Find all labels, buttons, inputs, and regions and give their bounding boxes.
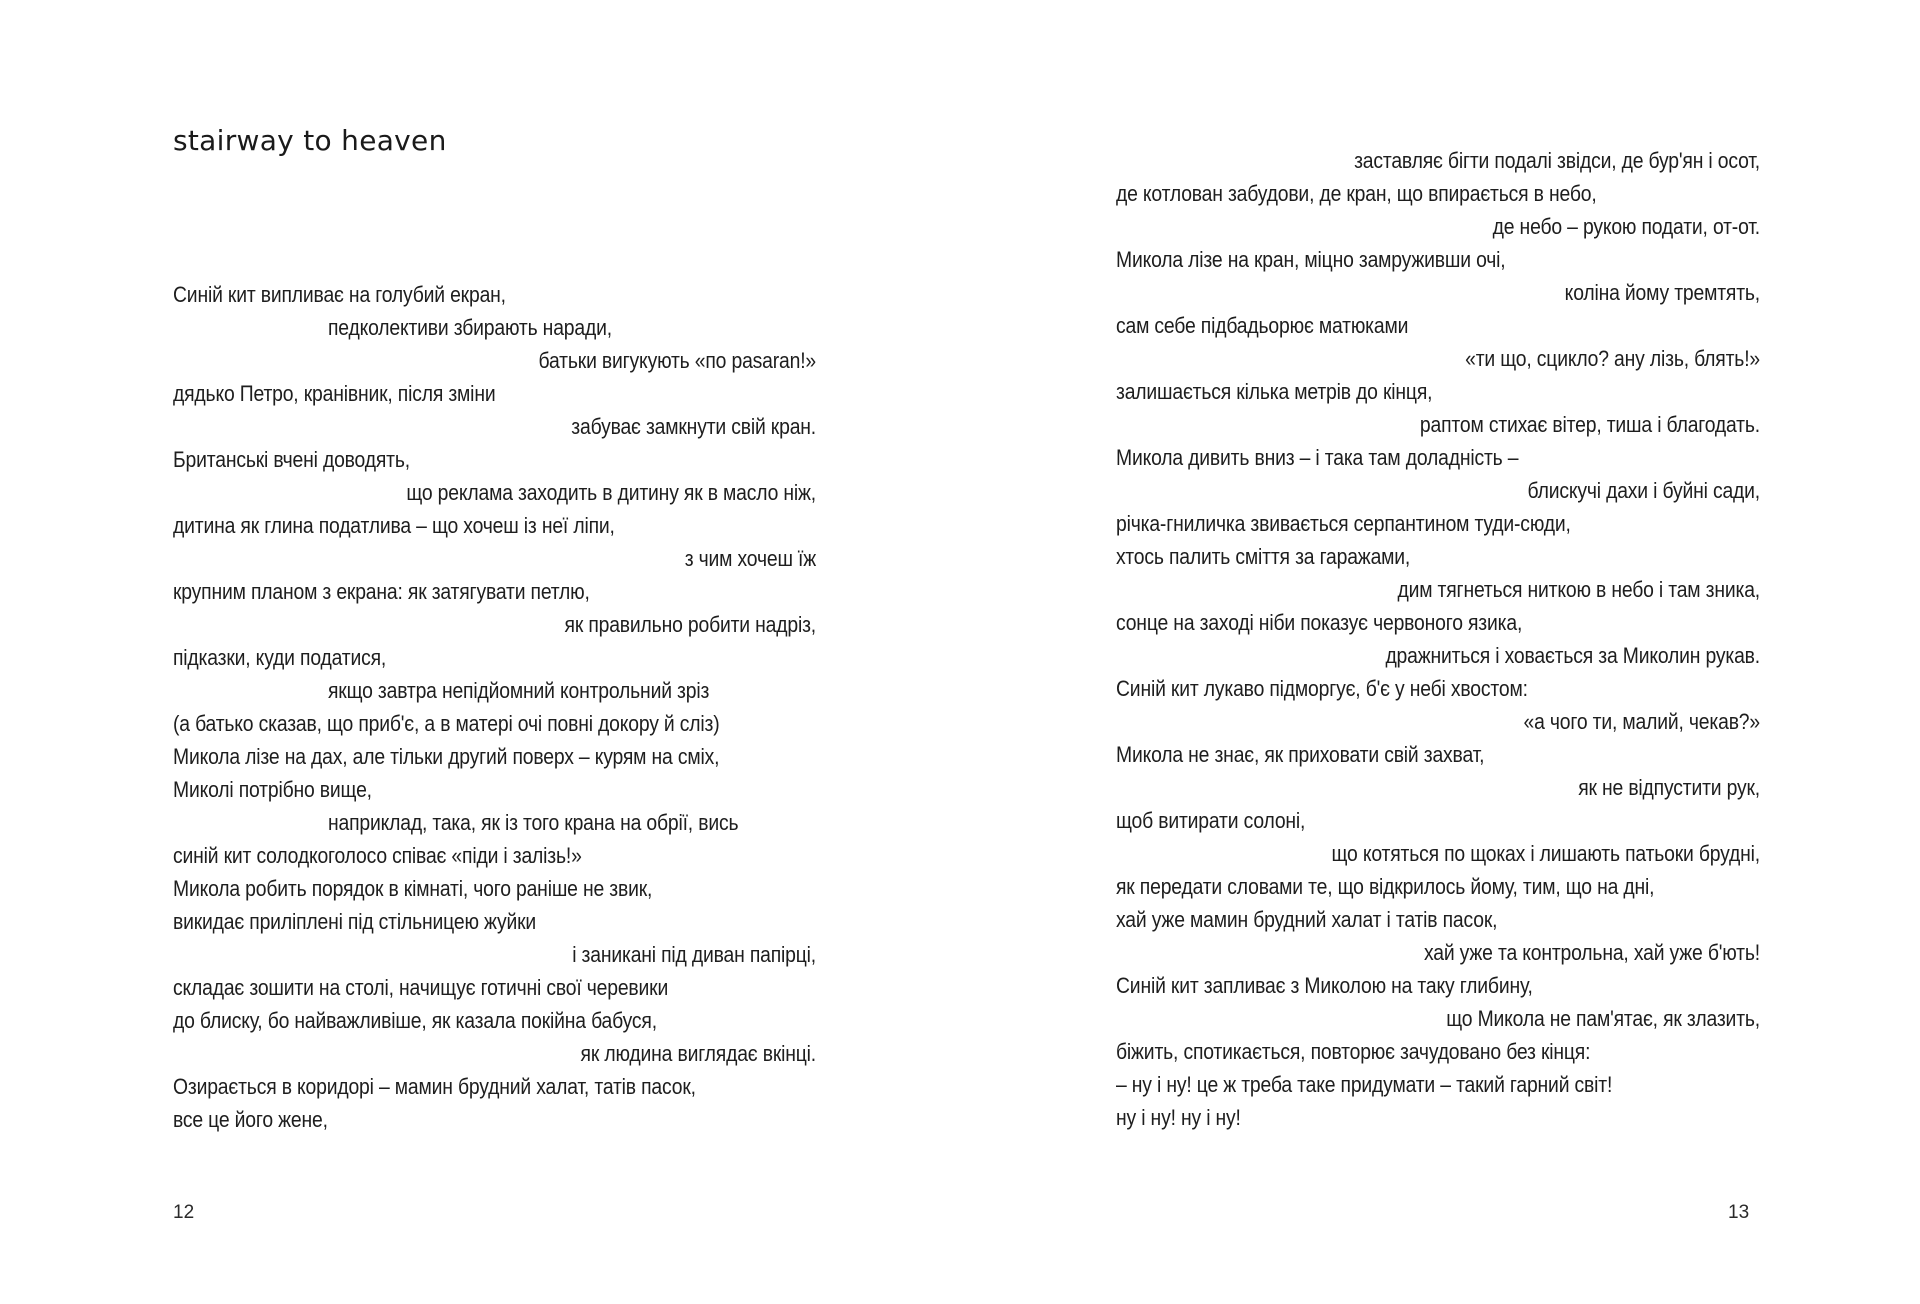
poem-line: Микола лізе на кран, міцно замруживши очі,	[1116, 247, 1506, 272]
page-number-left: 12	[173, 1202, 195, 1223]
poem-line: як не відпустити рук,	[1578, 775, 1760, 800]
poem-line: з чим хочеш їж	[684, 546, 816, 571]
poem-line: дим тягнеться ниткою в небо і там зника,	[1397, 577, 1760, 602]
poem-line: «ти що, сцикло? ану лізь, блять!»	[1465, 346, 1760, 371]
poem-line: що реклама заходить в дитину як в масло ніж,	[406, 480, 816, 505]
poem-line: Миколі потрібно вище,	[173, 777, 372, 802]
poem-line: річка-гниличка звивається серпантином туди-сюди,	[1116, 511, 1571, 536]
page-number-right: 13	[1728, 1202, 1750, 1223]
poem-line: дражниться і ховається за Миколин рукав.	[1385, 643, 1760, 668]
poem-line: як передати словами те, що відкрилось йому, тим, що на дні,	[1116, 874, 1655, 899]
poem-line: Микола не знає, як приховати свій захват,	[1116, 742, 1485, 767]
poem-line: якщо завтра непідйомний контрольний зріз	[327, 678, 710, 703]
poem-line: підказки, куди податися,	[173, 645, 387, 670]
poem-text-right	[1116, 144, 1760, 1134]
poem-line: Микола лізе на дах, але тільки другий поверх – курям на сміх,	[173, 744, 720, 769]
poem-line: викидає приліплені під стільницею жуйки	[173, 909, 537, 934]
poem-line: де небо – рукою подати, от-от.	[1492, 214, 1760, 239]
poem-line: наприклад, така, як із того крана на обрії, вись	[327, 810, 739, 835]
poem-line: щоб витирати солоні,	[1116, 808, 1306, 833]
poem-line: забуває замкнути свій кран.	[571, 414, 816, 439]
poem-line: хтось палить сміття за гаражами,	[1116, 544, 1411, 569]
poem-line: хай уже мамин брудний халат і татів пасок,	[1116, 907, 1498, 932]
poem-line: Синій кит випливає на голубий екран,	[173, 282, 506, 307]
poem-line: як людина виглядає вкінці.	[580, 1041, 816, 1066]
poem-line: – ну і ну! це ж треба таке придумати – такий гарний світ!	[1116, 1072, 1613, 1097]
poem-line: Микола робить порядок в кімнаті, чого раніше не звик,	[173, 876, 653, 901]
poem-line: блискучі дахи і буйні сади,	[1527, 478, 1760, 503]
poem-line: заставляє бігти подалі звідси, де бур'ян і осот,	[1354, 148, 1760, 173]
poem-line: батьки вигукують «по pasaran!»	[538, 348, 816, 373]
poem-text-left	[173, 278, 816, 1136]
poem-line: до блиску, бо найважливіше, як казала покійна бабуся,	[173, 1008, 657, 1033]
poem-line: коліна йому тремтять,	[1564, 280, 1760, 305]
poem-line: дитина як глина податлива – що хочеш із неї ліпи,	[173, 513, 615, 538]
poem-line: Синій кит запливає з Миколою на таку глибину,	[1116, 973, 1533, 998]
poem-line: що Микола не пам'ятає, як злазить,	[1446, 1006, 1760, 1031]
poem-line: і заникані під диван папірці,	[572, 942, 816, 967]
poem-line: синій кит солодкоголосо співає «піди і залізь!»	[173, 843, 582, 868]
poem-line: раптом стихає вітер, тиша і благодать.	[1419, 412, 1760, 437]
poem-line: Микола дивить вниз – і така там доладність –	[1116, 445, 1519, 470]
poem-line: біжить, спотикається, повторює зачудовано без кінця:	[1116, 1039, 1591, 1064]
poem-title: stairway to heaven	[173, 124, 447, 157]
poem-line: «а чого ти, малий, чекав?»	[1523, 709, 1760, 734]
poem-line: де котлован забудови, де кран, що впирається в небо,	[1116, 181, 1597, 206]
poem-line: хай уже та контрольна, хай уже б'ють!	[1423, 940, 1760, 965]
poem-line: дядько Петро, кранівник, після зміни	[173, 381, 496, 406]
poem-line: що котяться по щоках і лишають патьоки брудні,	[1331, 841, 1760, 866]
poem-line: сонце на заході ніби показує червоного язика,	[1116, 610, 1523, 635]
poem-line: педколективи збирають наради,	[327, 315, 612, 340]
poem-line: Синій кит лукаво підморгує, б'є у небі хвостом:	[1116, 676, 1528, 701]
poem-line: крупним планом з екрана: як затягувати петлю,	[173, 579, 590, 604]
poem-line: ну і ну! ну і ну!	[1116, 1105, 1241, 1130]
poem-line: як правильно робити надріз,	[564, 612, 816, 637]
poem-line: залишається кілька метрів до кінця,	[1116, 379, 1433, 404]
poem-line: Британські вчені доводять,	[173, 447, 410, 472]
poem-line: все це його жене,	[173, 1107, 328, 1132]
poem-line: складає зошити на столі, начищує готичні свої черевики	[173, 975, 669, 1000]
poem-line: Озирається в коридорі – мамин брудний халат, татів пасок,	[173, 1074, 696, 1099]
poem-line: (а батько сказав, що приб'є, а в матері очі повні докору й сліз)	[173, 711, 720, 736]
poem-line: сам себе підбадьорює матюками	[1116, 313, 1409, 338]
